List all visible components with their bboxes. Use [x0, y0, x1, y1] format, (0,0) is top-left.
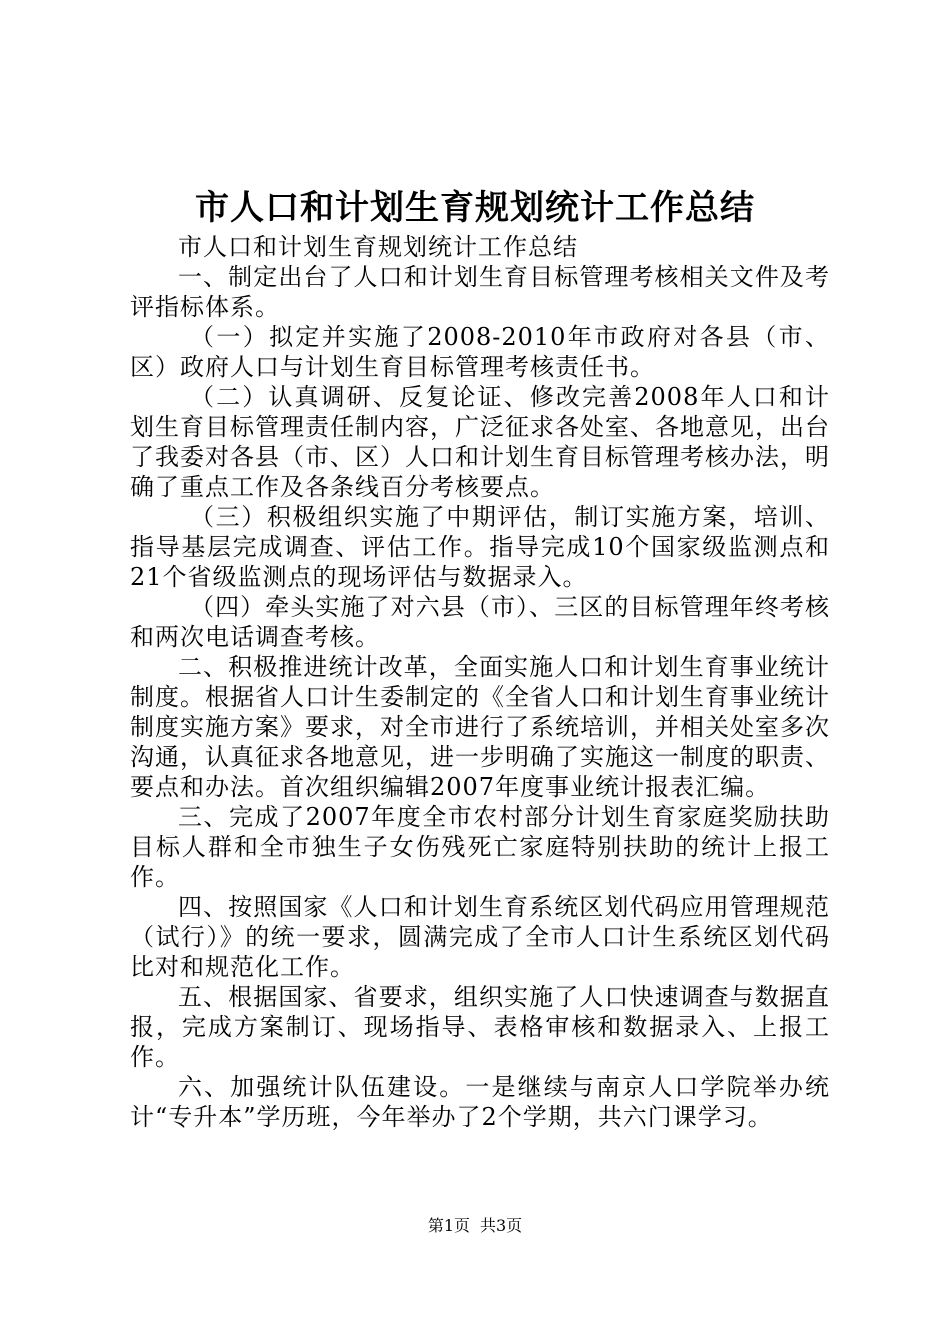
paragraph-section-6: 六、加强统计队伍建设。一是继续与南京人口学院举办统计“专升本”学历班，今年举办了2个学期，共六门课学习。 — [130, 1073, 830, 1131]
paragraph-item-1-2: （二）认真调研、反复论证、修改完善2008年人口和计划生育目标管理责任制内容，广泛征求各处室、各地意见，出台了我委对各县（市、区）人口和计划生育目标管理考核办法，明确了重点工作及各条线百分考核要点。 — [130, 383, 830, 501]
paragraph-item-1-4: （四）牵头实施了对六县（市）、三区的目标管理年终考核和两次电话调查考核。 — [130, 593, 830, 651]
document-body — [130, 232, 830, 1132]
paragraph-item-1-3: （三）积极组织实施了中期评估，制订实施方案，培训、指导基层完成调查、评估工作。指导完成10个国家级监测点和21个省级监测点的现场评估与数据录入。 — [130, 503, 830, 591]
page-number: 第1页 — [427, 1216, 470, 1235]
paragraph-section-1: 一、制定出台了人口和计划生育目标管理考核相关文件及考评指标体系。 — [130, 263, 830, 321]
page-total: 共3页 — [480, 1216, 523, 1235]
paragraph-subtitle: 市人口和计划生育规划统计工作总结 — [178, 233, 578, 261]
paragraph-section-4: 四、按照国家《人口和计划生育系统区划代码应用管理规范（试行）》的统一要求，圆满完成了全市人口计生系统区划代码比对和规范化工作。 — [130, 893, 830, 981]
paragraph-item-1-1: （一）拟定并实施了2008-2010年市政府对各县（市、区）政府人口与计划生育目标管理考核责任书。 — [130, 323, 830, 381]
paragraph-section-3: 三、完成了2007年度全市农村部分计划生育家庭奖励扶助目标人群和全市独生子女伤残死亡家庭特别扶助的统计上报工作。 — [130, 803, 830, 891]
page-footer — [0, 1215, 950, 1237]
paragraph-section-2: 二、积极推进统计改革，全面实施人口和计划生育事业统计制度。根据省人口计生委制定的《全省人口和计划生育事业统计制度实施方案》要求，对全市进行了系统培训，并相关处室多次沟通，认真征求各地意见，进一步明确了实施这一制度的职责、要点和办法。首次组织编辑2007年度事业统计报表汇编。 — [130, 653, 830, 801]
document-title: 市人口和计划生育规划统计工作总结 — [195, 188, 755, 228]
paragraph-section-5: 五、根据国家、省要求，组织实施了人口快速调查与数据直报，完成方案制订、现场指导、表格审核和数据录入、上报工作。 — [130, 983, 830, 1071]
